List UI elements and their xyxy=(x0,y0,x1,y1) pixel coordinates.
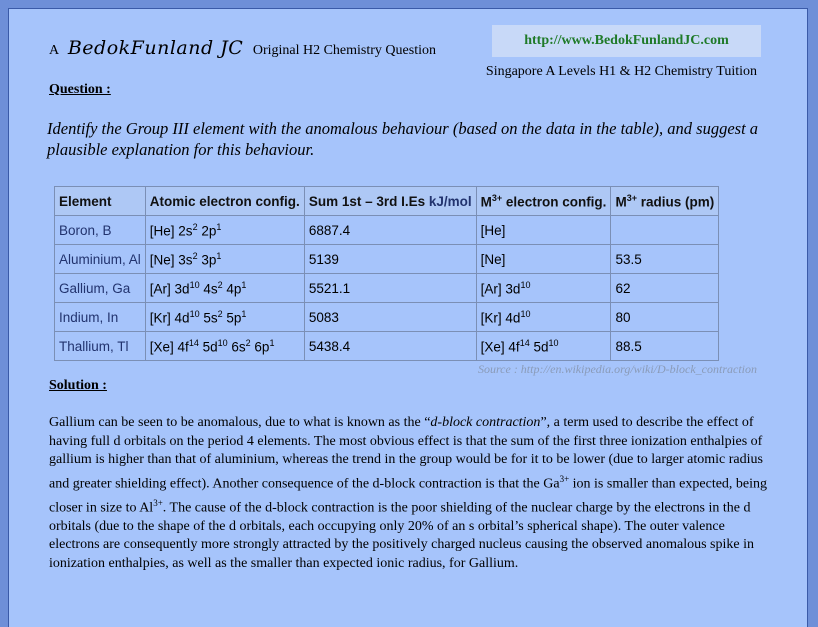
ion-charge: 3+ xyxy=(559,473,570,484)
brand-logo: BedokFunland JC xyxy=(67,37,244,59)
tuition-tagline: Singapore A Levels H1 & H2 Chemistry Tuition xyxy=(485,64,757,79)
cell-element: Indium, In xyxy=(55,303,146,332)
cell-ie-sum: 6887.4 xyxy=(304,216,476,245)
header-atomic-config: Atomic electron config. xyxy=(145,187,304,216)
cell-element: Gallium, Ga xyxy=(55,274,146,303)
solution-part: Gallium can be seen to be anomalous, due to what is known as the “ xyxy=(49,415,431,430)
cell-config: [Ne] $3s^2$ $3p^1$ xyxy=(145,245,304,274)
table-row xyxy=(55,303,719,332)
cell-element: Boron, B xyxy=(55,216,146,245)
cell-ie-sum: 5438.4 xyxy=(304,332,476,361)
cell-ie-sum: 5083 xyxy=(304,303,476,332)
solution-part: . The cause of the d-block contraction is the poor shielding of the nuclear charge by the electrons in the d orbitals (due to the shape of the d orbitals, each occupying only 20% of an s orbital’s spherical shape). The outer valence electrons are consequently more strongly attracted by the positively charged nucleus causing the observed anomalous spike in ionization enthalpies, as well as the smaller than expected ionic radius, for Gallium. xyxy=(49,500,754,571)
brand-prefix: A xyxy=(49,43,59,58)
website-link[interactable]: http://www.BedokFunlandJC.com xyxy=(492,25,761,57)
cell-ion-config: [Kr] $4d^{10}$ xyxy=(476,303,611,332)
cell-ion-config: [Xe] $4f^{14}$ $5d^{10}$ xyxy=(476,332,611,361)
cell-config: [He] $2s^2$ $2p^1$ xyxy=(145,216,304,245)
data-table xyxy=(54,186,719,361)
solution-text xyxy=(49,414,769,573)
cell-ie-sum: 5139 xyxy=(304,245,476,274)
table-row xyxy=(55,274,719,303)
cell-ion-config: [Ne] xyxy=(476,245,611,274)
cell-radius: 53.5 xyxy=(611,245,719,274)
cell-radius xyxy=(611,216,719,245)
solution-term: d-block contraction xyxy=(430,415,541,430)
brand-suffix: Original H2 Chemistry Question xyxy=(252,43,436,58)
cell-ion-config: [Ar] $3d^{10}$ xyxy=(476,274,611,303)
header-ion-config: $M^{3+}$ electron config. xyxy=(476,187,611,216)
table-row xyxy=(55,216,719,245)
cell-config: [Ar] $3d^{10}$ $4s^2$ $4p^1$ xyxy=(145,274,304,303)
header-ie-sum: Sum 1st – 3rd I.Es kJ/mol xyxy=(304,187,476,216)
question-label: Question : xyxy=(49,82,111,97)
solution-part: ”, a term used to describe the effect of having full d orbitals on the period 4 elements. The most obvious effect is that the sum of the first three ionization enthalpies of gallium is higher than that of aluminium, whereas the trend in the group would be for it to be lower (due to larger atomic radius and greater shielding effect). Another consequence of the d-block contraction is that the Ga xyxy=(49,415,763,492)
header-element: Element xyxy=(55,187,146,216)
table-header-row xyxy=(55,187,719,216)
solution-label: Solution : xyxy=(49,378,107,393)
ion-charge: 3+ xyxy=(153,497,163,508)
brand-line xyxy=(49,37,436,59)
solution-part: ion is smaller than expected, being closer in size to Al xyxy=(49,476,768,516)
table-row xyxy=(55,332,719,361)
header-ion-radius: $M^{3+}$ radius (pm) xyxy=(611,187,719,216)
cell-config: [Xe] $4f^{14}$ $5d^{10}$ $6s^2$ $6p^1$ xyxy=(145,332,304,361)
cell-ie-sum: 5521.1 xyxy=(304,274,476,303)
cell-element: Thallium, Tl xyxy=(55,332,146,361)
cell-element: Aluminium, Al xyxy=(55,245,146,274)
cell-radius: 80 xyxy=(611,303,719,332)
source-citation: Source : http://en.wikipedia.org/wiki/D-block_contraction xyxy=(477,362,757,376)
document-page xyxy=(8,8,808,627)
cell-radius: 62 xyxy=(611,274,719,303)
cell-radius: 88.5 xyxy=(611,332,719,361)
cell-ion-config: [He] xyxy=(476,216,611,245)
table-row xyxy=(55,245,719,274)
question-text: Identify the Group III element with the anomalous behaviour (based on the data in the table), and suggest a plausible explanation for this behaviour. xyxy=(47,119,759,159)
cell-config: [Kr] $4d^{10}$ $5s^2$ $5p^1$ xyxy=(145,303,304,332)
